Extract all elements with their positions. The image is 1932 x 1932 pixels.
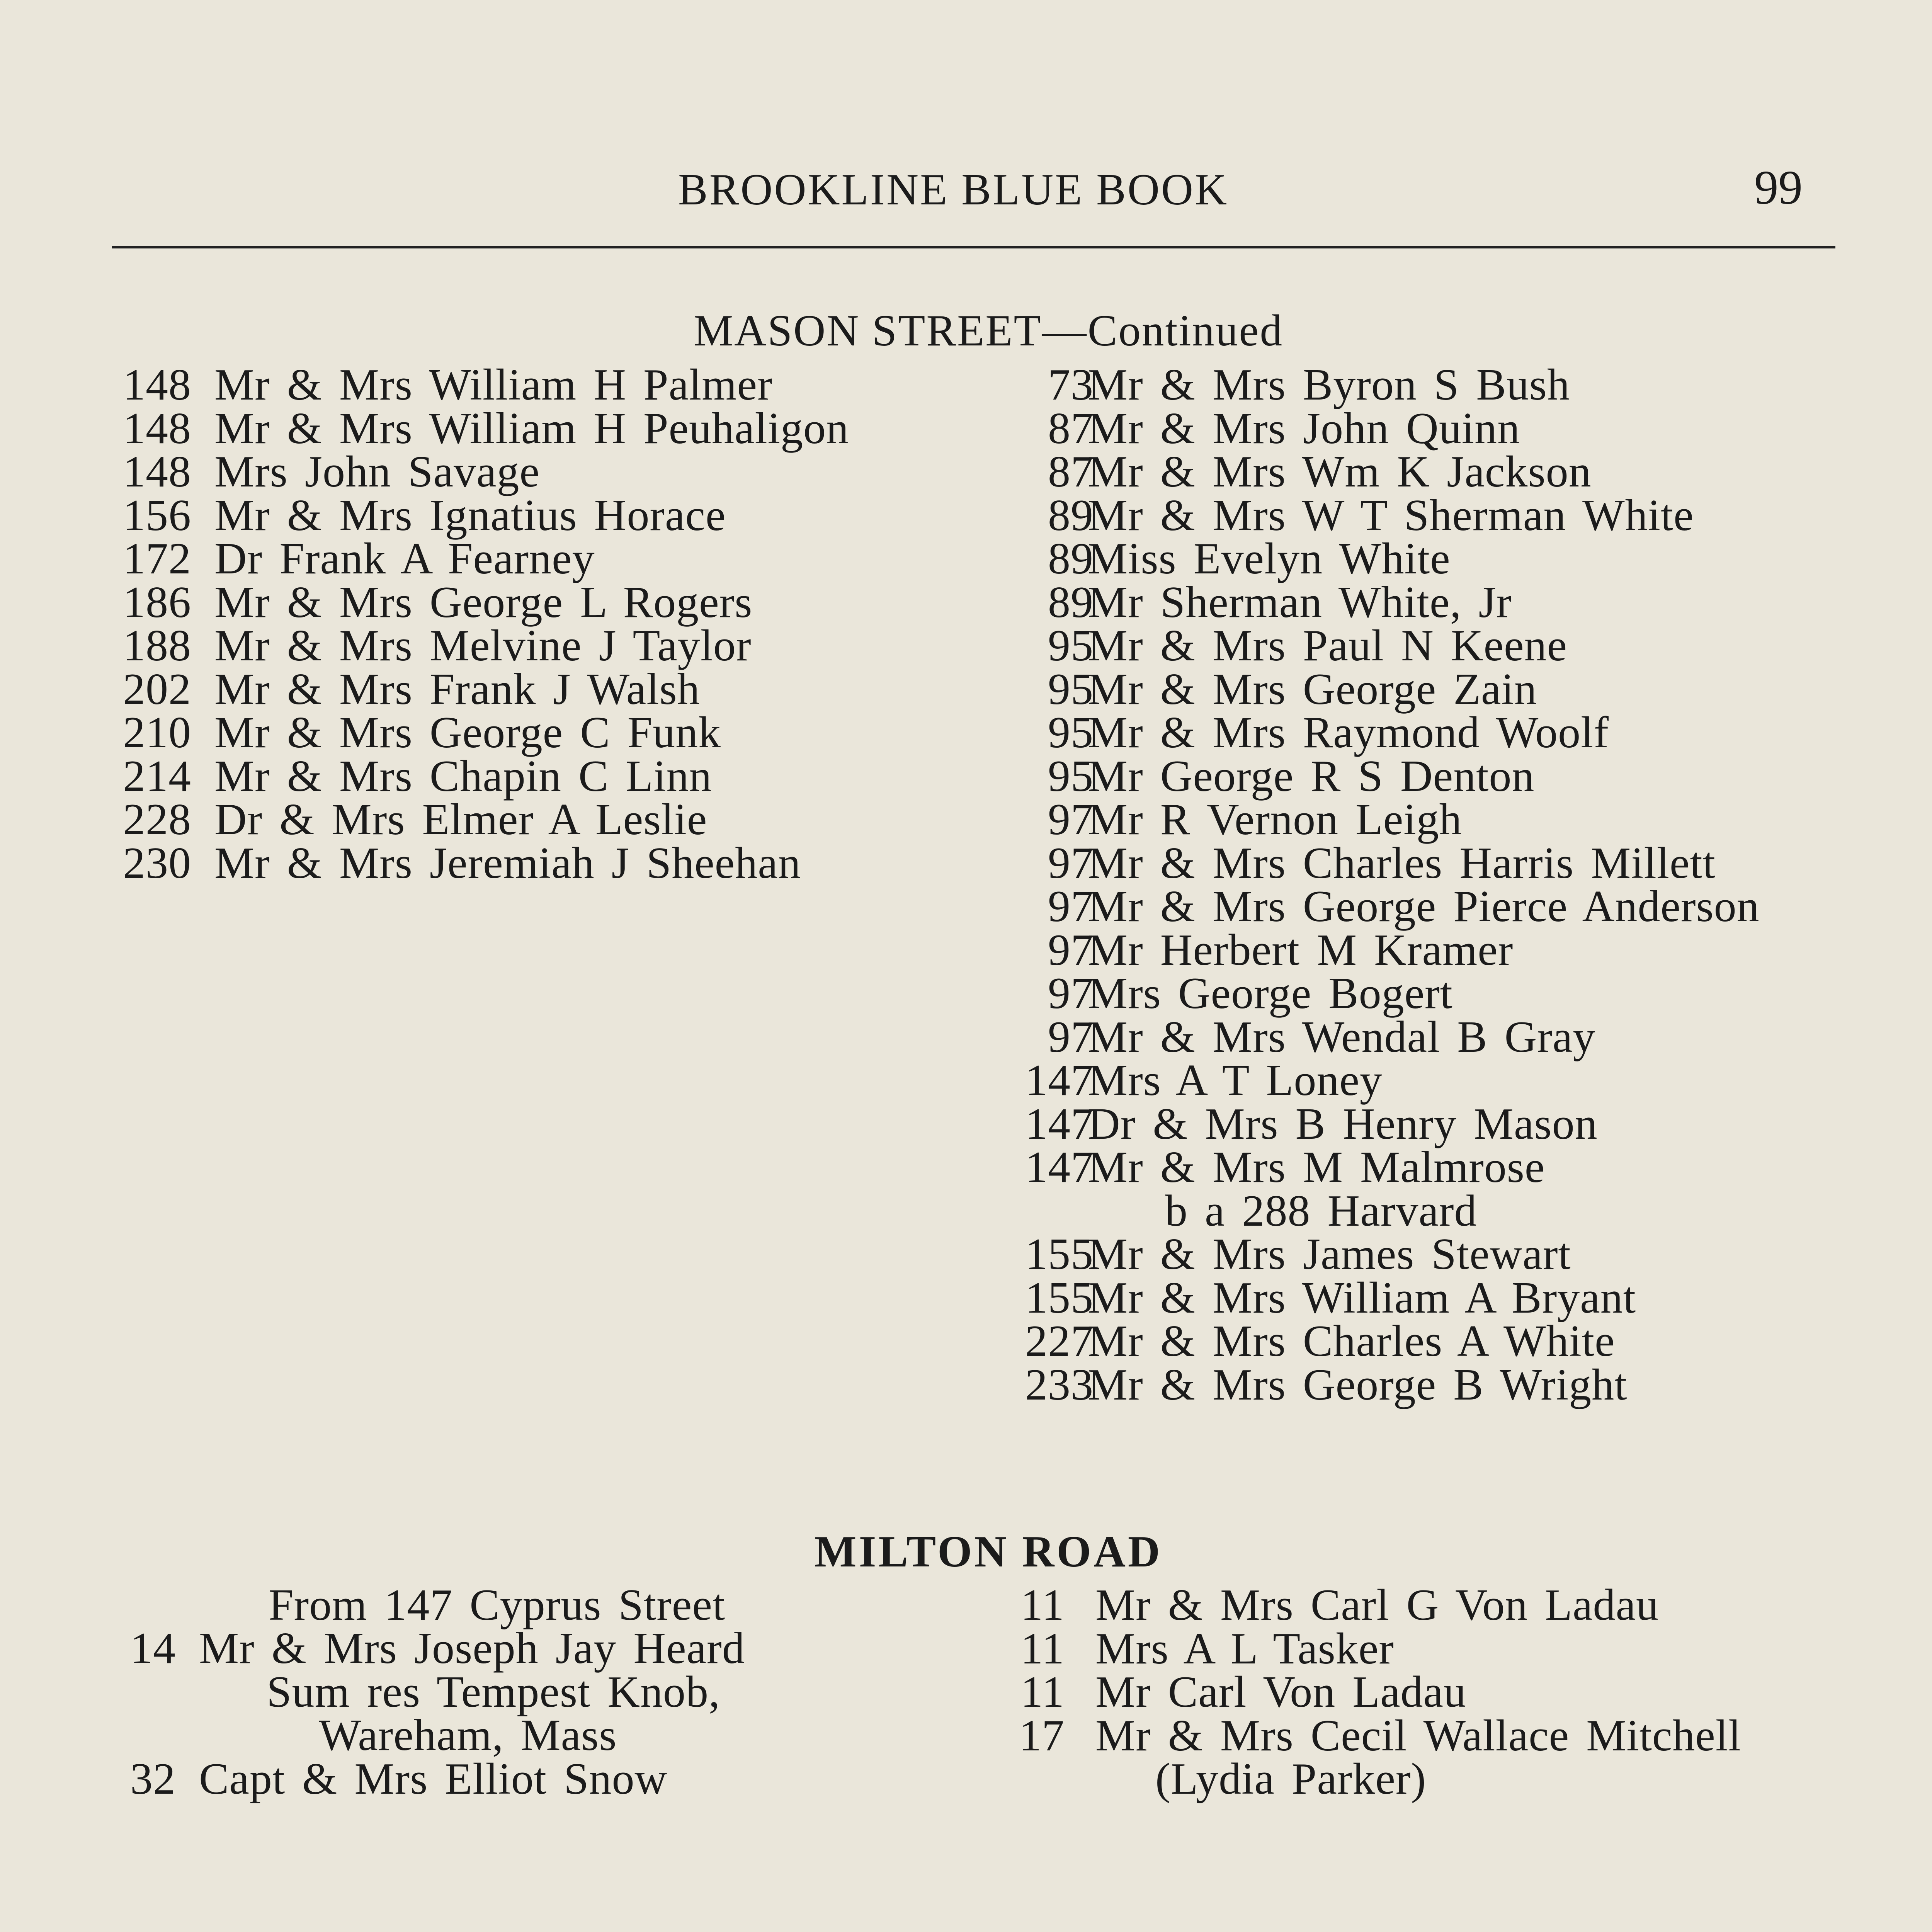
resident-name: Mr Sherman White, Jr bbox=[1088, 577, 1512, 627]
resident-name: Mr Carl Von Ladau bbox=[1095, 1667, 1467, 1717]
directory-entry bbox=[0, 534, 1932, 583]
resident-name: Mr & Mrs Melvine J Taylor bbox=[214, 621, 752, 670]
resident-name: Mr & Mrs Joseph Jay Heard bbox=[199, 1624, 745, 1673]
entry-continuation: Wareham, Mass bbox=[319, 1711, 617, 1760]
house-number: 210 bbox=[123, 708, 191, 757]
resident-name: Dr Frank A Fearney bbox=[214, 534, 595, 583]
directory-entry bbox=[0, 882, 1932, 931]
directory-entry bbox=[0, 1273, 1932, 1323]
house-number: 202 bbox=[123, 664, 191, 714]
house-number: 155 bbox=[1025, 1273, 1094, 1323]
house-number: 89 bbox=[1048, 490, 1094, 540]
directory-entry bbox=[0, 795, 1932, 844]
resident-name: Capt & Mrs Elliot Snow bbox=[199, 1754, 668, 1804]
resident-name: Mrs A T Loney bbox=[1088, 1056, 1383, 1105]
house-number: 97 bbox=[1048, 795, 1094, 844]
resident-name: Mr & Mrs W T Sherman White bbox=[1088, 490, 1694, 540]
resident-name: Mr & Mrs William H Peuhaligon bbox=[214, 403, 849, 453]
directory-entry bbox=[0, 838, 1932, 888]
resident-name: Mr & Mrs George Pierce Anderson bbox=[1088, 882, 1760, 931]
section-heading-mason-street: MASON STREET—Continued bbox=[694, 306, 1283, 355]
house-number: 172 bbox=[123, 534, 191, 583]
resident-name: Mr R Vernon Leigh bbox=[1088, 795, 1462, 844]
directory-entry bbox=[0, 1143, 1932, 1192]
entry-continuation: b a 288 Harvard bbox=[1165, 1186, 1477, 1236]
house-number: 155 bbox=[1025, 1230, 1094, 1279]
house-number: 147 bbox=[1025, 1143, 1094, 1192]
house-number: 95 bbox=[1048, 621, 1094, 670]
house-number: 230 bbox=[123, 838, 191, 888]
directory-entry bbox=[0, 1667, 1932, 1717]
house-number: 148 bbox=[123, 360, 191, 410]
directory-entry bbox=[0, 1580, 1932, 1630]
directory-entry bbox=[0, 1360, 1932, 1410]
resident-name: Mr Herbert M Kramer bbox=[1088, 925, 1514, 975]
house-number: 147 bbox=[1025, 1099, 1094, 1149]
resident-name: Mr & Mrs Chapin C Linn bbox=[214, 751, 712, 801]
house-number: 87 bbox=[1048, 403, 1094, 453]
house-number: 97 bbox=[1048, 1012, 1094, 1062]
house-number: 97 bbox=[1048, 969, 1094, 1018]
directory-entry bbox=[0, 1754, 1932, 1804]
resident-name: Mr & Mrs Charles A White bbox=[1088, 1316, 1615, 1366]
house-number: 214 bbox=[123, 751, 191, 801]
resident-name: Mr & Mrs James Stewart bbox=[1088, 1230, 1571, 1279]
directory-entry bbox=[0, 1186, 1932, 1236]
directory-entry bbox=[0, 925, 1932, 975]
house-number: 11 bbox=[1020, 1624, 1065, 1673]
directory-entry bbox=[0, 1012, 1932, 1062]
house-number: 148 bbox=[123, 403, 191, 453]
header-rule bbox=[112, 246, 1835, 248]
directory-entry bbox=[0, 1099, 1932, 1149]
running-header-title: BROOKLINE BLUE BOOK bbox=[678, 165, 1228, 214]
house-number: 156 bbox=[123, 490, 191, 540]
resident-name: Mr & Mrs Ignatius Horace bbox=[214, 490, 726, 540]
resident-name: Mr & Mrs Wendal B Gray bbox=[1088, 1012, 1596, 1062]
resident-name: Mr & Mrs George B Wright bbox=[1088, 1360, 1628, 1410]
entry-continuation: Sum res Tempest Knob, bbox=[267, 1667, 721, 1717]
house-number: 87 bbox=[1048, 447, 1094, 497]
house-number: 233 bbox=[1025, 1360, 1094, 1410]
house-number: 228 bbox=[123, 795, 191, 844]
directory-entry bbox=[0, 403, 1932, 453]
resident-name: Dr & Mrs B Henry Mason bbox=[1088, 1099, 1598, 1149]
resident-name: Mr & Mrs Byron S Bush bbox=[1088, 360, 1570, 410]
house-number: 89 bbox=[1048, 534, 1094, 583]
house-number: 148 bbox=[123, 447, 191, 497]
house-number: 95 bbox=[1048, 664, 1094, 714]
resident-name: Mr & Mrs Carl G Von Ladau bbox=[1095, 1580, 1659, 1630]
resident-name: Mr & Mrs George L Rogers bbox=[214, 577, 753, 627]
house-number: 97 bbox=[1048, 925, 1094, 975]
resident-name: Mr & Mrs Raymond Woolf bbox=[1088, 708, 1609, 757]
resident-name: Mr & Mrs William H Palmer bbox=[214, 360, 773, 410]
milton-from-line: From 147 Cyprus Street bbox=[269, 1580, 726, 1630]
house-number: 73 bbox=[1048, 360, 1094, 410]
directory-entry bbox=[0, 1711, 1932, 1760]
house-number: 97 bbox=[1048, 882, 1094, 931]
house-number: 11 bbox=[1020, 1667, 1065, 1717]
resident-name: Mr & Mrs Cecil Wallace Mitchell bbox=[1095, 1711, 1742, 1760]
house-number: 17 bbox=[1019, 1711, 1065, 1760]
directory-entry bbox=[0, 1316, 1932, 1366]
resident-name: Mrs John Savage bbox=[214, 447, 540, 497]
house-number: 227 bbox=[1025, 1316, 1094, 1366]
directory-entry bbox=[0, 664, 1932, 714]
house-number: 32 bbox=[130, 1754, 176, 1804]
resident-name: Mr & Mrs Jeremiah J Sheehan bbox=[214, 838, 801, 888]
directory-entry bbox=[0, 577, 1932, 627]
house-number: 11 bbox=[1020, 1580, 1065, 1630]
resident-name: Mr & Mrs William A Bryant bbox=[1088, 1273, 1636, 1323]
directory-entry bbox=[0, 1230, 1932, 1279]
house-number: 95 bbox=[1048, 708, 1094, 757]
directory-entry bbox=[0, 969, 1932, 1018]
directory-entry bbox=[0, 447, 1932, 497]
house-number: 89 bbox=[1048, 577, 1094, 627]
resident-name: Mr & Mrs George Zain bbox=[1088, 664, 1537, 714]
resident-name: Dr & Mrs Elmer A Leslie bbox=[214, 795, 707, 844]
resident-name: Mr & Mrs Paul N Keene bbox=[1088, 621, 1568, 670]
house-number: 186 bbox=[123, 577, 191, 627]
resident-name: Mr & Mrs M Malmrose bbox=[1088, 1143, 1545, 1192]
resident-name: Mr & Mrs Wm K Jackson bbox=[1088, 447, 1592, 497]
directory-entry bbox=[0, 1624, 1932, 1673]
resident-name: Miss Evelyn White bbox=[1088, 534, 1451, 583]
house-number: 95 bbox=[1048, 751, 1094, 801]
house-number: 14 bbox=[130, 1624, 176, 1673]
page-number: 99 bbox=[1754, 161, 1803, 214]
directory-entry bbox=[0, 490, 1932, 540]
directory-entry bbox=[0, 708, 1932, 757]
resident-name: Mrs A L Tasker bbox=[1095, 1624, 1394, 1673]
house-number: 147 bbox=[1025, 1056, 1094, 1105]
directory-entry bbox=[0, 751, 1932, 801]
resident-name: Mr & Mrs John Quinn bbox=[1088, 403, 1520, 453]
resident-name: Mr George R S Denton bbox=[1088, 751, 1535, 801]
resident-name: Mr & Mrs Frank J Walsh bbox=[214, 664, 700, 714]
directory-entry bbox=[0, 360, 1932, 410]
house-number: 188 bbox=[123, 621, 191, 670]
directory-entry bbox=[0, 1056, 1932, 1105]
resident-name: Mrs George Bogert bbox=[1088, 969, 1453, 1018]
resident-name: Mr & Mrs Charles Harris Millett bbox=[1088, 838, 1716, 888]
entry-continuation: (Lydia Parker) bbox=[1155, 1754, 1427, 1804]
resident-name: Mr & Mrs George C Funk bbox=[214, 708, 721, 757]
directory-entry bbox=[0, 621, 1932, 670]
section-heading-milton-road: MILTON ROAD bbox=[815, 1527, 1162, 1576]
house-number: 97 bbox=[1048, 838, 1094, 888]
